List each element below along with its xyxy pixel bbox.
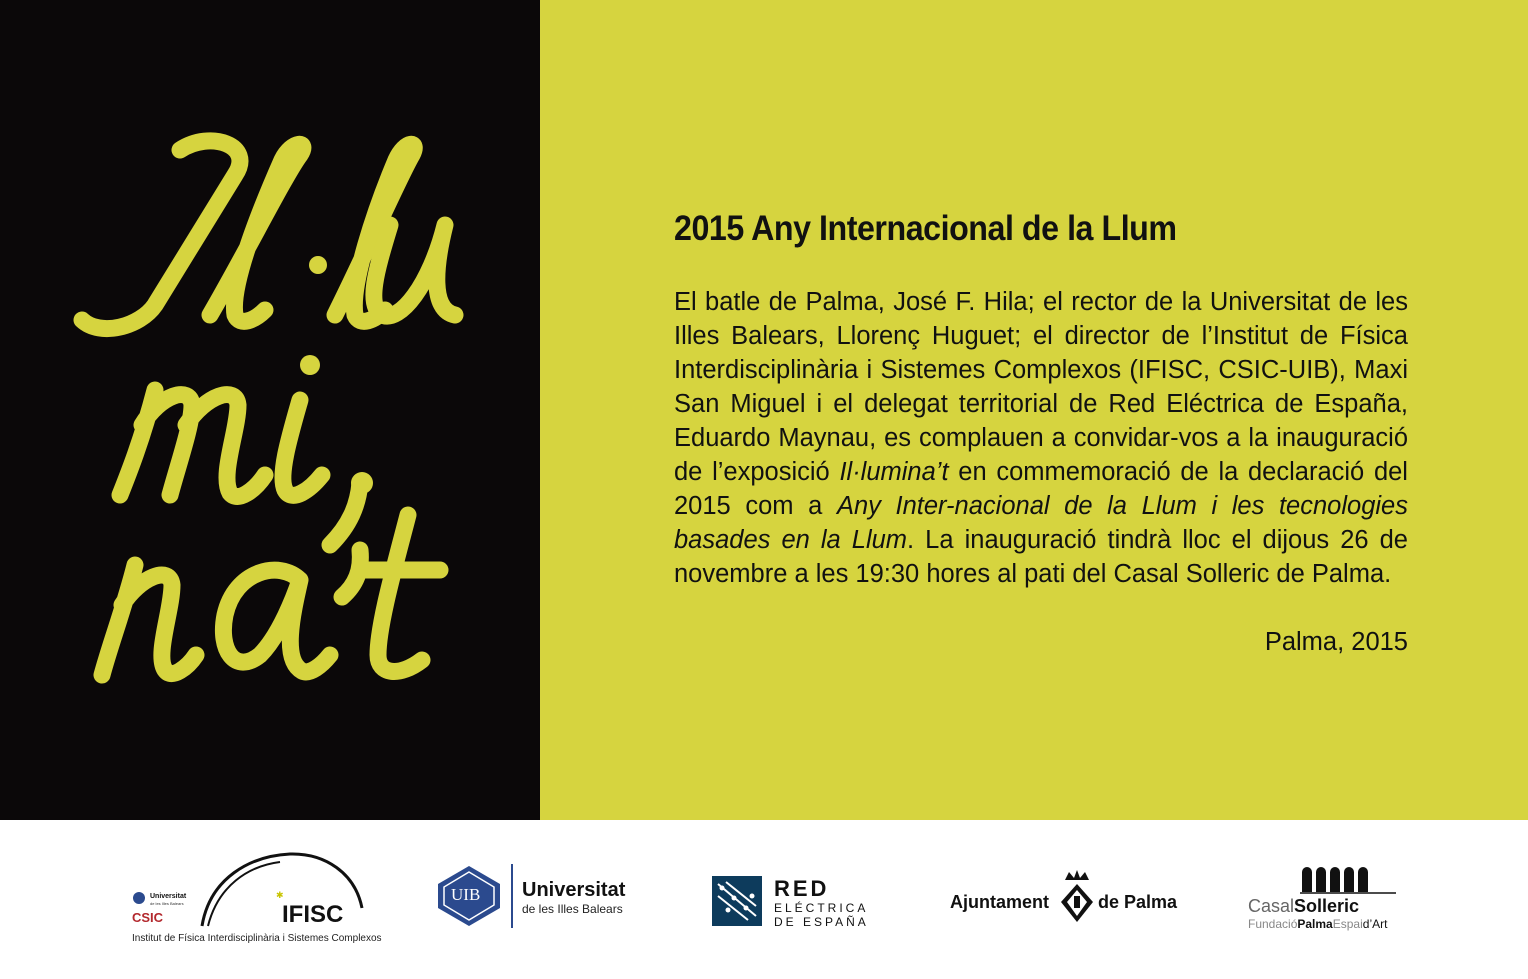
uib-sub: de les Illes Balears — [522, 902, 623, 916]
year-title: Any Inter-nacional de la Llum i les tecnologies basades en la Llum — [674, 492, 1408, 554]
univ-small-icon — [133, 892, 145, 904]
ree-line1: RED — [774, 876, 830, 901]
ree-line3: DE ESPAÑA — [774, 915, 869, 929]
uib-name: Universitat — [522, 879, 626, 901]
invitation-date: Palma, 2015 — [1264, 628, 1408, 656]
solleric-sub — [1248, 917, 1387, 931]
ajuntament-left: Ajuntament — [950, 892, 1049, 912]
title-panel — [0, 0, 540, 820]
invitation-body — [674, 285, 1408, 591]
ifisc-caption: Institut de Física Interdisciplinària i Sistemes Complexos — [132, 933, 382, 944]
ifisc-label: IFISC — [282, 901, 344, 928]
ajuntament-right: de Palma — [1098, 892, 1178, 912]
body-text-3: . La inauguració tindrà lloc el dijous 26 de novembre a les 19:30 hores al pati del Casal Solleric de Palma. — [674, 526, 1408, 588]
uib-divider — [511, 864, 513, 928]
invitation-heading: 2015 Any Internacional de la Llum — [674, 209, 1177, 248]
solleric-casal: Casal — [1248, 896, 1295, 916]
palma-crest-icon — [1057, 868, 1097, 924]
solleric-solleric: Solleric — [1294, 896, 1360, 916]
ifisc-univ-label: Universitat — [150, 893, 187, 900]
solleric-palma: Palma — [1297, 917, 1333, 931]
solleric-logo — [1248, 864, 1408, 932]
script-title-illuminat — [60, 115, 530, 715]
exhibition-title: Il·lumina’t — [839, 458, 949, 486]
ifisc-logo — [130, 848, 370, 933]
solleric-arches-icon — [1300, 864, 1400, 894]
svg-text:✱: ✱ — [276, 890, 284, 900]
ree-logo — [712, 876, 882, 930]
solleric-fundacio: Fundació — [1248, 917, 1298, 931]
solleric-dart: d’Art — [1362, 917, 1388, 931]
body-text-2: en commemoració de la declaració del 2015 com a — [674, 458, 1408, 520]
ree-grid-icon — [712, 876, 762, 926]
solleric-name — [1248, 896, 1359, 917]
csic-label: CSIC — [132, 910, 164, 925]
ajuntament-logo — [950, 866, 1190, 926]
uib-logo — [434, 864, 644, 928]
invitation-text — [674, 208, 1408, 659]
body-text-1: El batle de Palma, José F. Hila; el rector de la Universitat de les Illes Balears, Llorenç Huguet; el director de l’Institut de Física Interdisciplinària i Sistemes Complexos (IFISC, CSIC-UIB), Maxi San Miguel i el delegat territorial de Red Eléctrica de España, Eduardo Maynau, es complauen a convidar-vos a la inauguració de l’exposició — [674, 288, 1408, 486]
uib-badge: UIB — [451, 885, 481, 904]
solleric-espai: Espai — [1332, 917, 1363, 931]
ree-line2: ELÉCTRICA — [774, 901, 869, 915]
ifisc-univ-sub: de les Illes Balears — [150, 901, 184, 906]
